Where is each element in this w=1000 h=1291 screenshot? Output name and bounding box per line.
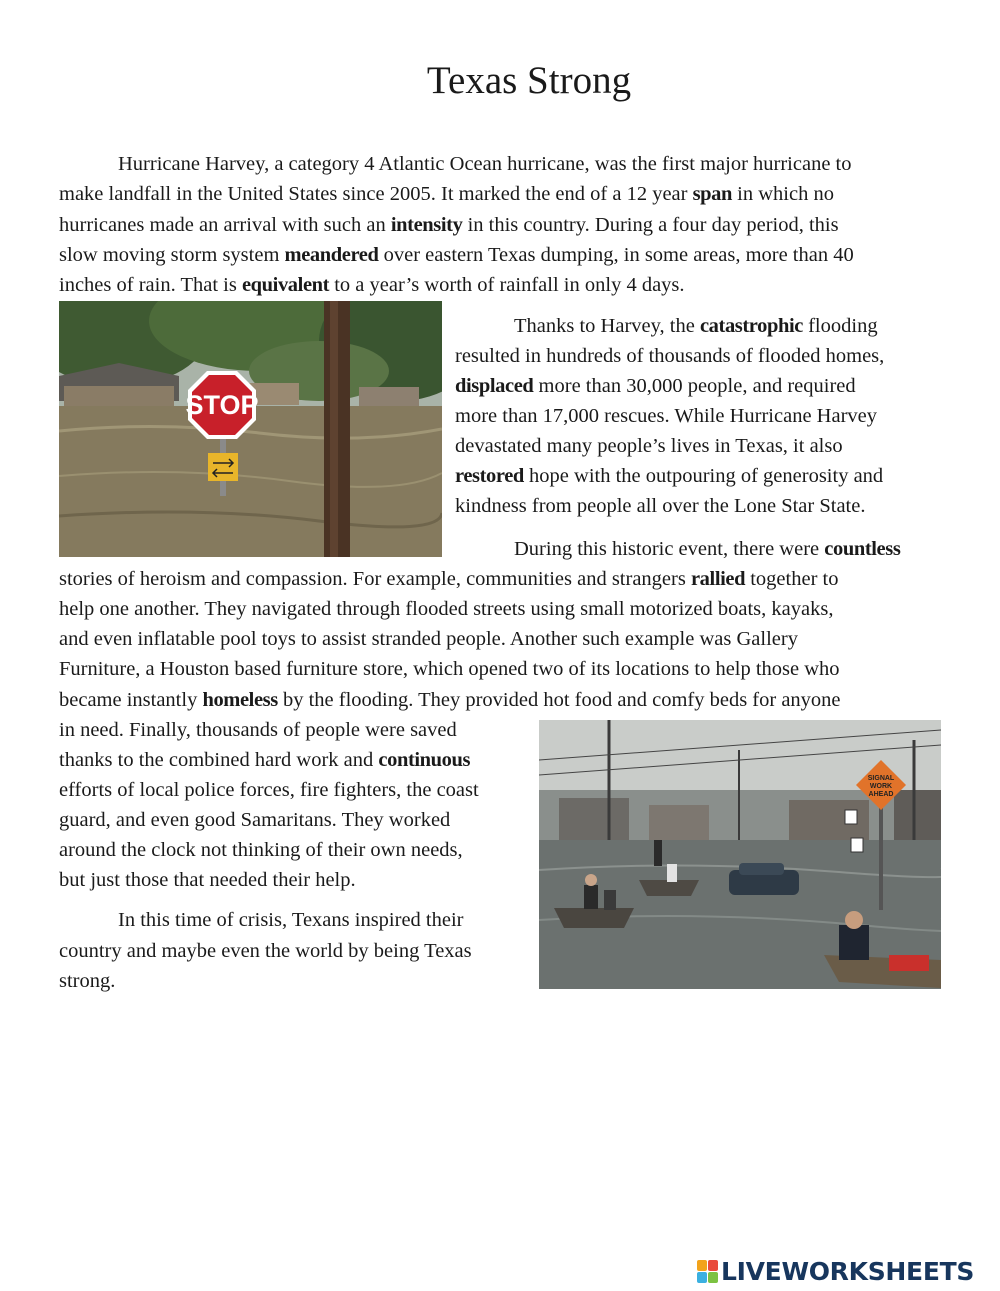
sign-text-line-2: WORK (869, 783, 893, 790)
text-segment: guard, and even good Samaritans. They worked (59, 808, 451, 831)
text-line (59, 936, 472, 966)
text-line (59, 240, 854, 270)
text-line (59, 624, 798, 654)
vocabulary-word: span (692, 183, 733, 206)
text-line (59, 715, 457, 745)
text-line (455, 371, 856, 401)
text-line (59, 564, 838, 594)
text-segment: thanks to the combined hard work and (59, 748, 379, 771)
vocabulary-word: displaced (455, 375, 534, 397)
text-line (59, 654, 840, 684)
text-segment: stories of heroism and compassion. For example, communities and strangers (59, 568, 691, 591)
text-segment: kindness from people all over the Lone Star State. (455, 495, 866, 517)
vocabulary-word: meandered (284, 243, 379, 266)
text-segment: over eastern Texas dumping, in some areas, more than 40 (378, 243, 854, 266)
text-segment: resulted in hundreds of thousands of flooded homes, (455, 345, 885, 367)
stop-sign-flood-photo (59, 301, 442, 557)
sign-text-line-1: SIGNAL (867, 775, 895, 782)
text-segment: in which no (732, 183, 834, 206)
text-line (455, 401, 877, 431)
text-segment: devastated many people’s lives in Texas, it also (455, 435, 843, 457)
vocabulary-word: continuous (378, 748, 471, 771)
text-segment: but just those that needed their help. (59, 869, 356, 892)
text-line (455, 341, 884, 371)
text-segment: During this historic event, there were (514, 538, 825, 560)
logo-mark-icon (697, 1260, 718, 1283)
text-segment: Thanks to Harvey, the (514, 315, 700, 337)
text-segment: help one another. They navigated through flooded streets using small motorized boats, kayaks, (59, 598, 834, 621)
text-line (59, 685, 841, 715)
text-segment: hope with the outpouring of generosity and (523, 465, 884, 487)
text-segment: in need. Finally, thousands of people were saved (59, 718, 457, 741)
text-line (59, 966, 115, 996)
text-line (59, 905, 464, 935)
text-line (59, 270, 685, 300)
text-line (455, 311, 878, 341)
vocabulary-word: homeless (202, 688, 278, 711)
text-line (59, 835, 463, 865)
text-line (59, 805, 450, 835)
text-line (59, 149, 852, 179)
text-segment: to a year’s worth of rainfall in only 4 days. (329, 274, 685, 296)
text-segment: Furniture, a Houston based furniture store, which opened two of its locations to help those who (59, 658, 840, 681)
text-line (59, 865, 356, 895)
text-segment: inches of rain. That is (59, 274, 242, 296)
text-segment: together to (745, 568, 839, 591)
text-segment: more than 30,000 people, and required (533, 375, 856, 397)
text-line (455, 534, 900, 564)
vocabulary-word: rallied (690, 568, 746, 591)
text-line (59, 745, 470, 775)
text-line (455, 431, 843, 461)
logo-text: LIVEWORKSHEETS (721, 1256, 975, 1286)
text-segment: more than 17,000 rescues. While Hurricane Harvey (455, 405, 877, 427)
text-segment: efforts of local police forces, fire fighters, the coast (59, 778, 479, 801)
liveworksheets-logo (697, 1255, 974, 1287)
sign-text-line-3: AHEAD (868, 791, 894, 798)
text-line (59, 210, 839, 240)
text-segment: and even inflatable pool toys to assist stranded people. Another such example was Gallery (59, 628, 798, 651)
text-line (455, 491, 865, 521)
text-segment: In this time of crisis, Texans inspired their (118, 909, 464, 931)
text-segment: slow moving storm system (59, 243, 285, 266)
vocabulary-word: restored (455, 465, 524, 487)
text-segment: strong. (59, 970, 116, 992)
text-line (59, 775, 479, 805)
vocabulary-word: intensity (390, 213, 463, 236)
text-segment: make landfall in the United States since 2005. It marked the end of a 12 year (59, 183, 693, 206)
vocabulary-word: equivalent (241, 274, 330, 296)
text-segment: became instantly (59, 688, 203, 711)
text-segment: country and maybe even the world by being Texas (59, 939, 472, 962)
text-line (455, 461, 883, 491)
page-title: Texas Strong (426, 59, 632, 102)
text-line (59, 594, 833, 624)
text-segment: Hurricane Harvey, a category 4 Atlantic Ocean hurricane, was the first major hurricane to (118, 153, 852, 175)
vocabulary-word: catastrophic (699, 315, 803, 337)
text-segment: by the flooding. They provided hot food and comfy beds for anyone (277, 688, 841, 711)
text-segment: around the clock not thinking of their own needs, (59, 839, 463, 861)
text-line (59, 179, 834, 209)
text-segment: flooding (802, 315, 878, 337)
boats-flooded-street-photo (539, 720, 941, 989)
text-segment: hurricanes made an arrival with such an (59, 213, 391, 236)
text-segment: in this country. During a four day period, this (462, 213, 839, 236)
vocabulary-word: countless (824, 538, 901, 560)
stop-sign-text: STOP (185, 390, 259, 420)
